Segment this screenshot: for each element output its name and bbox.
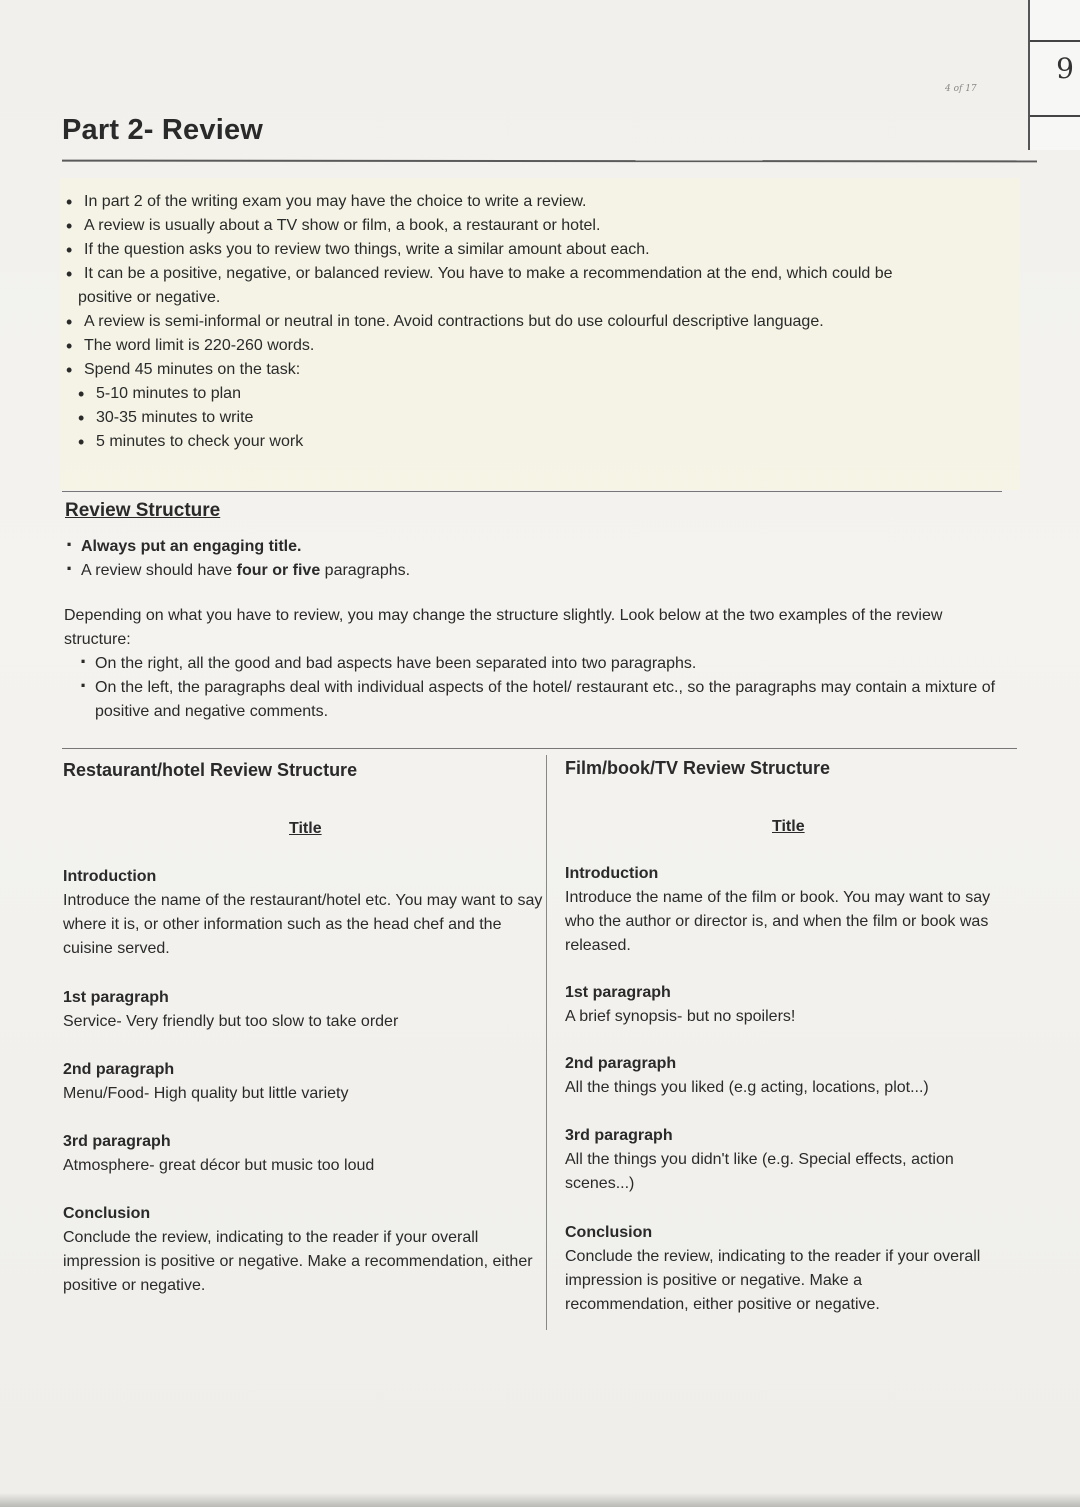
left-paragraph-2-block xyxy=(63,1058,543,1106)
review-structure-heading: Review Structure xyxy=(65,500,221,521)
section-text: Introduce the name of the film or book. You may want to say who the author or director is, and when the film or book was released. xyxy=(565,889,991,954)
intro-bullet-list xyxy=(66,190,996,454)
page-number: 4 of 17 xyxy=(945,84,977,94)
list-item: • Spend 45 minutes on the task: xyxy=(66,358,996,382)
section-text: Conclude the review, indicating to the reader if your overall impression is positive or negative. Make a recommendation, either positive or negative. xyxy=(565,1248,981,1313)
list-item: • A review is semi-informal or neutral in tone. Avoid contractions but do use colourful descriptive language. xyxy=(66,310,996,334)
list-item-text: It can be a positive, negative, or balanced review. You have to make a recommendation at the end, which could be xyxy=(84,265,893,282)
list-item: • 30-35 minutes to write xyxy=(66,406,996,430)
list-item: • A review is usually about a TV show or film, a book, a restaurant or hotel. xyxy=(66,214,996,238)
list-item: • In part 2 of the writing exam you may have the choice to write a review. xyxy=(66,190,996,214)
right-paragraph-3-block xyxy=(565,1124,1005,1196)
edge-line xyxy=(1030,40,1080,42)
section-text: Service- Very friendly but too slow to take order xyxy=(63,1013,399,1030)
list-item: • If the question asks you to review two things, write a similar amount about each. xyxy=(66,238,996,262)
bold-text: four or five xyxy=(236,562,321,579)
left-conclusion-block xyxy=(63,1202,538,1298)
section-label: 1st paragraph xyxy=(565,984,671,1001)
right-intro-block xyxy=(565,862,1005,958)
structure-paragraph: Depending on what you have to review, you may change the structure slightly. Look below at the two examples of the review structure: xyxy=(64,607,943,648)
list-item: · On the right, all the good and bad aspects have been separated into two paragraphs. xyxy=(80,652,1010,676)
left-title-label: Title xyxy=(289,820,322,837)
page-title: Part 2- Review xyxy=(62,114,264,146)
text-span: paragraphs. xyxy=(320,562,411,579)
margin-scrawl: 9 xyxy=(1056,52,1074,85)
list-item: • 5-10 minutes to plan xyxy=(66,382,996,406)
list-item: • The word limit is 220-260 words. xyxy=(66,334,996,358)
list-item: • 5 minutes to check your work xyxy=(66,430,996,454)
section-label: 3rd paragraph xyxy=(565,1127,673,1144)
structure-bullet-list xyxy=(66,535,410,583)
title-divider xyxy=(62,160,1037,163)
list-item: · On the left, the paragraphs deal with individual aspects of the hotel/ restaurant etc., so the paragraphs may contain a mixture of positive and negative comments. xyxy=(80,676,1010,724)
right-paragraph-1-block xyxy=(565,981,1005,1029)
left-intro-block xyxy=(63,865,543,961)
edge-line xyxy=(1030,115,1080,117)
section-label: 3rd paragraph xyxy=(63,1133,171,1150)
list-item xyxy=(66,535,410,559)
section-label: Introduction xyxy=(565,865,659,882)
bold-text: Always put an engaging title. xyxy=(81,538,302,555)
structure-sub-list xyxy=(80,652,1010,724)
section-text: Atmosphere- great décor but music too loud xyxy=(63,1157,375,1174)
list-item xyxy=(66,262,996,310)
left-paragraph-3-block xyxy=(63,1130,543,1178)
section-text: All the things you didn't like (e.g. Special effects, action scenes...) xyxy=(565,1151,954,1192)
section-text: Conclude the review, indicating to the reader if your overall impression is positive or negative. Make a recommendation, either positive or negative. xyxy=(63,1229,533,1294)
column-separator xyxy=(546,755,547,1330)
section-text: Menu/Food- High quality but little variety xyxy=(63,1085,349,1102)
section-text: Introduce the name of the restaurant/hotel etc. You may want to say where it is, or other information such as the head chef and the cuisine served. xyxy=(63,892,543,957)
section-label: Conclusion xyxy=(565,1224,653,1241)
adjacent-page-edge xyxy=(1028,0,1080,150)
page-bottom-edge xyxy=(0,1493,1080,1507)
list-item-continuation: positive or negative. xyxy=(78,289,221,306)
section-label: 2nd paragraph xyxy=(565,1055,677,1072)
section-label: Introduction xyxy=(63,868,157,885)
section-label: 1st paragraph xyxy=(63,989,169,1006)
text-span: A review should have xyxy=(81,562,237,579)
section-label: Conclusion xyxy=(63,1205,151,1222)
columns-divider xyxy=(62,748,1017,749)
list-item xyxy=(66,559,410,583)
section-text: All the things you liked (e.g acting, locations, plot...) xyxy=(565,1079,929,1096)
section-divider xyxy=(62,491,1002,492)
right-conclusion-block xyxy=(565,1221,985,1317)
right-column-heading: Film/book/TV Review Structure xyxy=(565,758,831,778)
section-label: 2nd paragraph xyxy=(63,1061,175,1078)
left-column-heading: Restaurant/hotel Review Structure xyxy=(63,760,358,780)
section-text: A brief synopsis- but no spoilers! xyxy=(565,1008,796,1025)
right-title-label: Title xyxy=(772,818,805,835)
right-paragraph-2-block xyxy=(565,1052,1005,1100)
left-paragraph-1-block xyxy=(63,986,543,1034)
